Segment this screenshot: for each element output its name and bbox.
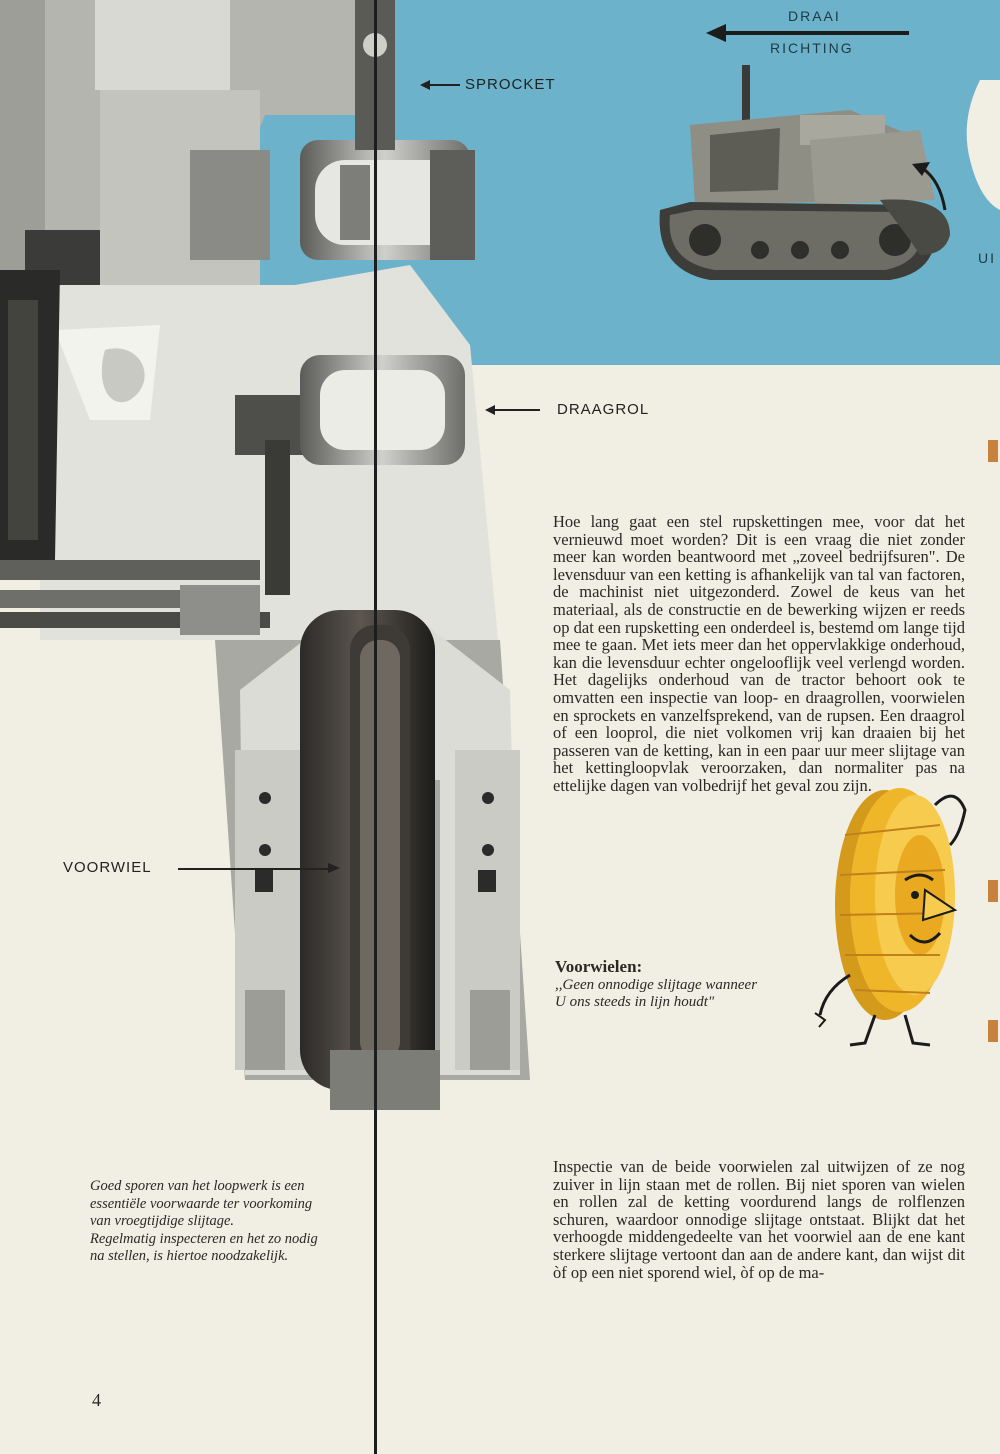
voorwielen-quote: ,,Geen onnodige slijtage wanneer U ons steeds in lijn houdt" bbox=[555, 977, 758, 1010]
voorwiel-label: VOORWIEL bbox=[63, 859, 152, 876]
binding-mark bbox=[988, 1020, 998, 1042]
caption-line-2: Regelmatig inspecteren en het zo nodig na stellen, is hiertoe noodzakelijk. bbox=[90, 1230, 318, 1264]
tractor-illustration bbox=[650, 40, 1000, 340]
draai-label: DRAAI bbox=[788, 8, 841, 24]
binding-mark bbox=[988, 440, 998, 462]
undercarriage-photo bbox=[0, 0, 535, 1125]
voorwiel-arrow-line bbox=[178, 868, 328, 870]
voorwiel-arrow-icon bbox=[328, 863, 340, 873]
page-fold-line bbox=[374, 0, 377, 1454]
page-number: 4 bbox=[92, 1390, 101, 1410]
voorwielen-subheading: Voorwielen: bbox=[555, 957, 643, 976]
idler-wheel-mascot bbox=[805, 775, 970, 1050]
caption-line-1: Goed sporen van het loopwerk is een essentiële voorwaarde ter voorkoming van vroegtijdige slijtage. bbox=[90, 1178, 313, 1229]
draagrol-label: DRAAGROL bbox=[557, 401, 650, 418]
draagrol-arrow-icon bbox=[485, 405, 495, 415]
sprocket-label: SPROCKET bbox=[465, 76, 556, 93]
article-paragraph-1: Hoe lang gaat een stel rupskettingen mee, voor dat het vernieuwd moet worden? Dit is een vraag die niet zonder meer kan worden beantwoord met „zoveel bedrijfsuren". De levensduur van een ketting is afhankelijk van tal van factoren, de machinist niet uitgezonderd. Zowel de keus van het materiaal, als de constructie en de bewerking wijzen er reeds op dat een rupsketting een onderdeel is, bestemd om lange tijd mee te gaan. Met iets meer dan het oppervlakkige onderhoud, kan die levensduur echter ongelooflijk veel verlengd worden. Het dagelijks onderhoud van de tractor behoort ook te omvatten een inspectie van loop- en draagrollen, voorwielen en sprockets en vanzelfsprekend, van de rupsen. Een draagrol of een looprol, die niet volkomen vrij kan draaien bij het passeren van de ketting, kan in een paar uur meer slijtage van het kettingloopvlak veroorzaken, dan normaliter pas na ettelijke dagen van volbedrijf het geval zou zijn. bbox=[553, 512, 965, 795]
draagrol-arrow-line bbox=[495, 409, 540, 411]
direction-arrow-line bbox=[724, 31, 909, 35]
article-paragraph-2: Inspectie van de beide voorwielen zal uitwijzen of ze nog zuiver in lijn staan met de rollen. Bij niet sporen van wielen en rollen zal de ketting voordurend langs de rolflenzen schuren, waardoor onnodige slijtage ontstaat. Blijkt dat het verhoogde middengedeelte van het voorwiel aan de ene kant sterkere slijtage vertoont dan aan de andere kant, dan wijst dit òf op een niet sporend wiel, òf op de ma- bbox=[553, 1157, 965, 1282]
sprocket-arrow-line bbox=[430, 84, 460, 86]
edge-cut-label: UI bbox=[978, 250, 996, 266]
richting-label: RICHTING bbox=[770, 40, 854, 56]
binding-mark bbox=[988, 880, 998, 902]
photo-caption bbox=[90, 1178, 320, 1266]
sprocket-arrow-icon bbox=[420, 80, 430, 90]
